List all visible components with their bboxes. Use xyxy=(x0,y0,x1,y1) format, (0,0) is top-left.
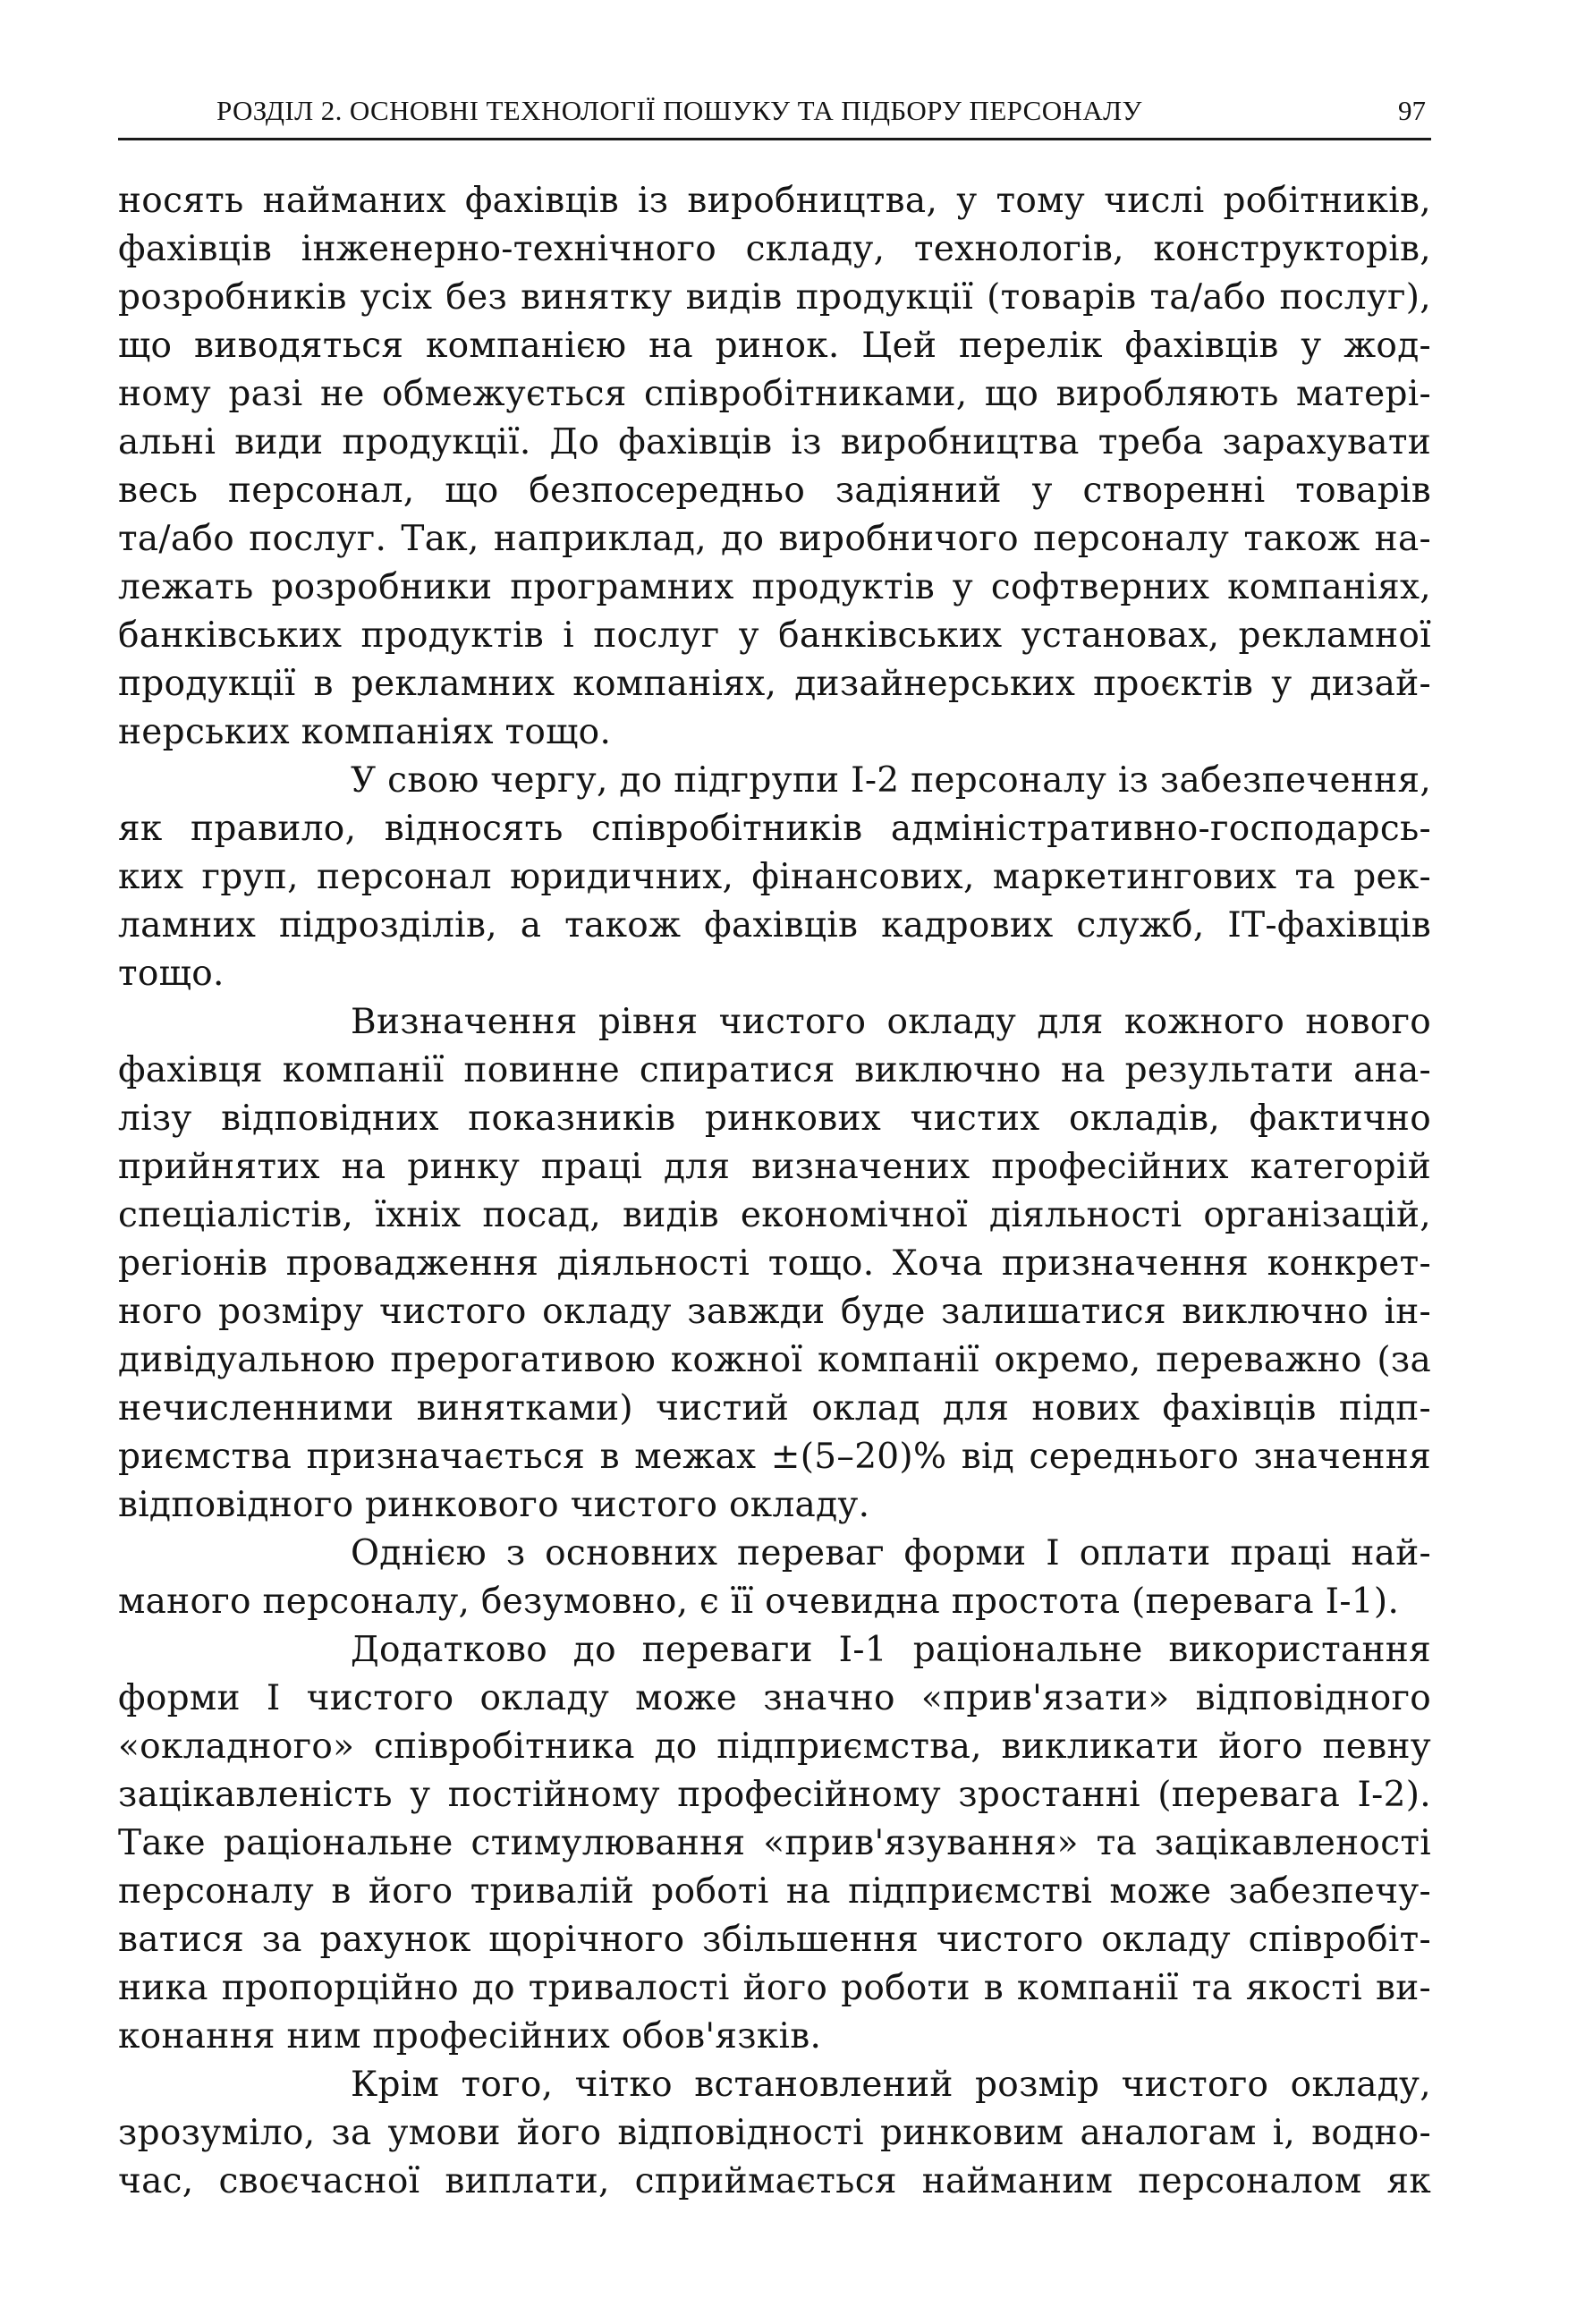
text-line: маного персоналу, безумовно, є її очевидна простота (перевага І-1). xyxy=(118,1582,1400,1622)
text-line: Визначення рівня чистого окладу для кожного нового xyxy=(351,1002,1431,1042)
text-line: лізу відповідних показників ринкових чистих окладів, фактично xyxy=(118,1098,1431,1139)
text-line: ких груп, персонал юридичних, фінансових, маркетингових та рек- xyxy=(118,857,1431,897)
text-line: конання ним професійних обов'язків. xyxy=(118,2016,822,2057)
text-line: лежать розробники програмних продуктів у софтверних компаніях, xyxy=(118,567,1431,607)
text-line: персоналу в його тривалій роботі на підприємстві може забезпечу- xyxy=(118,1871,1431,1912)
text-line: форми І чистого окладу може значно «прив'язати» відповідного xyxy=(118,1678,1431,1718)
text-line: банківських продуктів і послуг у банківських установах, рекламної xyxy=(118,615,1431,656)
text-line: дивідуальною прерогативою кожної компанії окремо, переважно (за xyxy=(118,1340,1431,1380)
text-line: фахівця компанії повинне спиратися виключно на результати ана- xyxy=(118,1050,1431,1090)
text-line: нечисленними винятками) чистий оклад для нових фахівців підп- xyxy=(118,1388,1431,1429)
text-line: ному разі не обмежується співробітниками, що виробляють матері- xyxy=(118,374,1431,414)
text-line: тощо. xyxy=(118,954,225,994)
text-line: Додатково до переваги І-1 раціональне використання xyxy=(351,1630,1431,1670)
text-line: відповідного ринкового чистого окладу. xyxy=(118,1485,870,1525)
text-line: весь персонал, що безпосередньо задіяний у створенні товарів xyxy=(118,471,1431,511)
text-line: час, своєчасної виплати, сприймається найманим персоналом як xyxy=(118,2161,1431,2201)
page-number: 97 xyxy=(1398,95,1426,126)
text-line: носять найманих фахівців із виробництва, у тому числі робітників, xyxy=(118,181,1431,221)
text-line: риємства призначається в межах ±(5–20)% від середнього значення xyxy=(118,1437,1431,1477)
text-line: нерських компаніях тощо. xyxy=(118,712,612,752)
text-line: ника пропорційно до тривалості його роботи в компанії та якості ви- xyxy=(118,1968,1431,2008)
text-line: продукції в рекламних компаніях, дизайнерських проєктів у дизай- xyxy=(118,664,1431,704)
text-line: регіонів провадження діяльності тощо. Хоча призначення конкрет- xyxy=(118,1243,1431,1284)
text-line: ламних підрозділів, а також фахівців кадрових служб, ІТ-фахівців xyxy=(118,905,1431,946)
text-line: альні види продукції. До фахівців із виробництва треба зарахувати xyxy=(118,422,1431,462)
text-line: фахівців інженерно-технічного складу, технологів, конструкторів, xyxy=(118,229,1431,269)
text-line: ного розміру чистого окладу завжди буде залишатися виключно ін- xyxy=(118,1292,1431,1332)
text-line: ватися за рахунок щорічного збільшення чистого окладу співробіт- xyxy=(118,1920,1431,1960)
chapter-title: РОЗДІЛ 2. ОСНОВНІ ТЕХНОЛОГІЇ ПОШУКУ ТА ПІДБОРУ ПЕРСОНАЛУ xyxy=(216,95,1142,126)
text-line: прийнятих на ринку праці для визначених професійних категорій xyxy=(118,1147,1431,1187)
text-line: Крім того, чітко встановлений розмір чистого окладу, xyxy=(351,2065,1431,2105)
text-line: У свою чергу, до підгрупи І-2 персоналу із забезпечення, xyxy=(351,760,1432,801)
text-line: розробників усіх без винятку видів продукції (товарів та/або послуг), xyxy=(118,277,1431,318)
running-header xyxy=(118,88,1431,140)
text-line: зацікавленість у постійному професійному зростанні (перевага І-2). xyxy=(118,1775,1431,1815)
text-line: та/або послуг. Так, наприклад, до виробничого персоналу також на- xyxy=(118,519,1431,559)
text-line: Однією з основних переваг форми І оплати праці най- xyxy=(351,1533,1431,1573)
text-line: зрозуміло, за умови його відповідності ринковим аналогам і, водно- xyxy=(118,2113,1431,2153)
text-line: спеціалістів, їхніх посад, видів економічної діяльності організацій, xyxy=(118,1195,1431,1235)
body-text xyxy=(118,177,1431,2206)
text-line: «окладного» співробітника до підприємства, викликати його певну xyxy=(118,1726,1431,1767)
text-line: що виводяться компанією на ринок. Цей перелік фахівців у жод- xyxy=(118,326,1431,366)
text-line: як правило, відносять співробітників адміністративно-господарсь- xyxy=(118,809,1431,849)
text-line: Таке раціональне стимулювання «прив'язування» та зацікавленості xyxy=(118,1823,1431,1863)
